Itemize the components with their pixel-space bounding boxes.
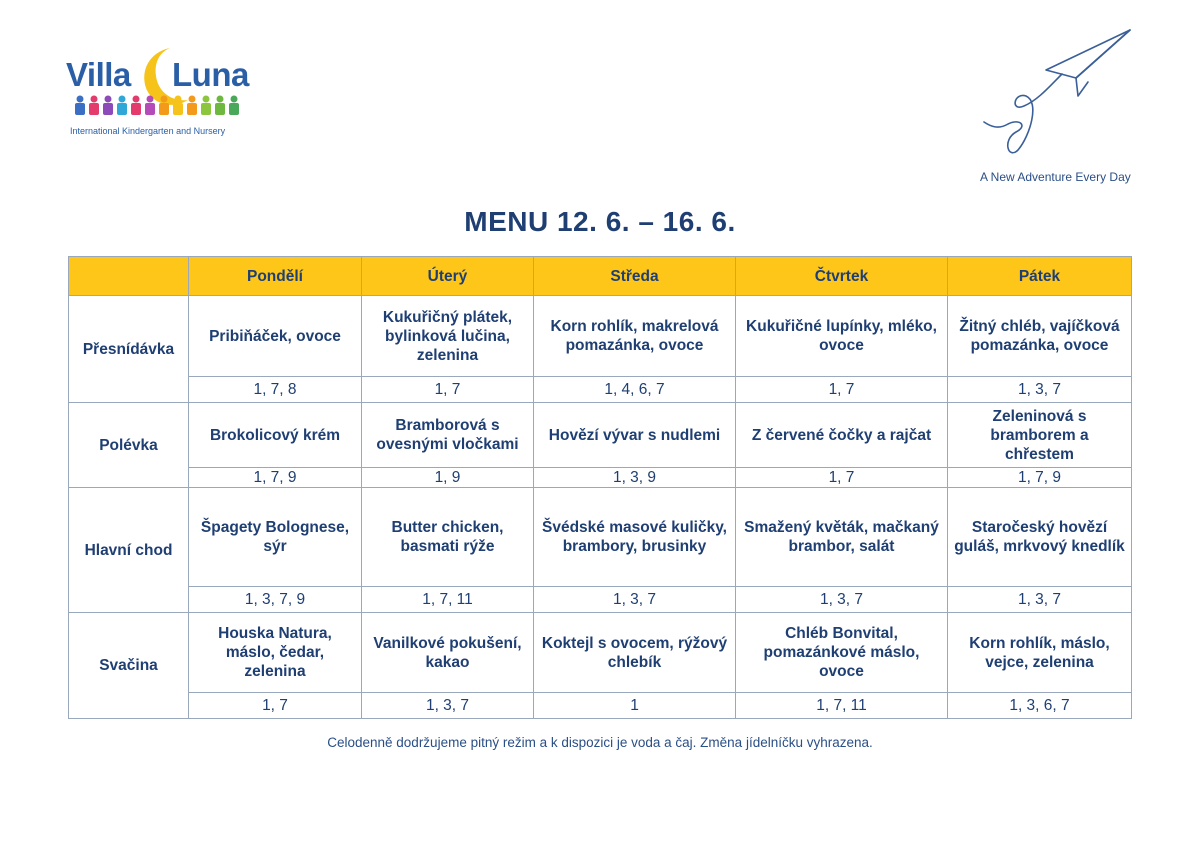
allergen-cell: 1, 7 bbox=[736, 377, 948, 403]
dish-cell: Pribiňáček, ovoce bbox=[189, 296, 362, 377]
allergen-row bbox=[69, 693, 1132, 719]
row-label: Přesnídávka bbox=[69, 296, 189, 403]
header-row bbox=[69, 257, 1132, 296]
logo-subtitle: International Kindergarten and Nursery bbox=[70, 126, 226, 136]
dish-cell: Houska Natura, máslo, čedar, zelenina bbox=[189, 613, 362, 693]
table-row bbox=[69, 403, 1132, 468]
header-cell-tuesday: Úterý bbox=[362, 257, 534, 296]
dish-cell: Špagety Bolognese, sýr bbox=[189, 488, 362, 587]
header-cell-empty bbox=[69, 257, 189, 296]
dish-cell: Chléb Bonvital, pomazánkové máslo, ovoce bbox=[736, 613, 948, 693]
villa-luna-logo bbox=[66, 42, 249, 142]
allergen-cell: 1, 7, 11 bbox=[362, 587, 534, 613]
table-row bbox=[69, 488, 1132, 587]
tagline: A New Adventure Every Day bbox=[980, 170, 1131, 184]
dish-cell: Hovězí vývar s nudlemi bbox=[534, 403, 736, 468]
dish-cell: Z červené čočky a rajčat bbox=[736, 403, 948, 468]
row-label: Svačina bbox=[69, 613, 189, 719]
allergen-cell: 1, 7, 9 bbox=[948, 468, 1132, 488]
allergen-cell: 1, 3, 7 bbox=[362, 693, 534, 719]
allergen-cell: 1, 7 bbox=[736, 468, 948, 488]
dish-cell: Zeleninová s bramborem a chřestem bbox=[948, 403, 1132, 468]
dish-cell: Švédské masové kuličky, brambory, brusinky bbox=[534, 488, 736, 587]
allergen-cell: 1, 7, 9 bbox=[189, 468, 362, 488]
table-row bbox=[69, 296, 1132, 377]
dish-cell: Koktejl s ovocem, rýžový chlebík bbox=[534, 613, 736, 693]
dish-cell: Žitný chléb, vajíčková pomazánka, ovoce bbox=[948, 296, 1132, 377]
children-icon bbox=[72, 94, 242, 116]
row-label: Polévka bbox=[69, 403, 189, 488]
dish-cell: Bramborová s ovesnými vločkami bbox=[362, 403, 534, 468]
header-cell-monday: Pondělí bbox=[189, 257, 362, 296]
allergen-cell: 1, 3, 7 bbox=[534, 587, 736, 613]
footer-note: Celodenně dodržujeme pitný režim a k dispozici je voda a čaj. Změna jídelníčku vyhrazena. bbox=[327, 735, 873, 750]
logo-luna: Luna bbox=[172, 56, 249, 93]
allergen-row bbox=[69, 587, 1132, 613]
allergen-row bbox=[69, 468, 1132, 488]
logo-villa: Villa bbox=[66, 56, 131, 93]
allergen-cell: 1, 3, 7, 9 bbox=[189, 587, 362, 613]
allergen-cell: 1, 7, 11 bbox=[736, 693, 948, 719]
allergen-cell: 1, 3, 7 bbox=[948, 587, 1132, 613]
header-cell-friday: Pátek bbox=[948, 257, 1132, 296]
allergen-cell: 1, 9 bbox=[362, 468, 534, 488]
allergen-row bbox=[69, 377, 1132, 403]
header-cell-thursday: Čtvrtek bbox=[736, 257, 948, 296]
allergen-cell: 1, 4, 6, 7 bbox=[534, 377, 736, 403]
header-cell-wednesday: Středa bbox=[534, 257, 736, 296]
dish-cell: Staročeský hovězí guláš, mrkvový knedlík bbox=[948, 488, 1132, 587]
dish-cell: Brokolicový krém bbox=[189, 403, 362, 468]
allergen-cell: 1, 3, 6, 7 bbox=[948, 693, 1132, 719]
table-row bbox=[69, 613, 1132, 693]
dish-cell: Kukuřičný plátek, bylinková lučina, zelenina bbox=[362, 296, 534, 377]
paper-plane-icon bbox=[980, 26, 1140, 166]
dish-cell: Smažený květák, mačkaný brambor, salát bbox=[736, 488, 948, 587]
menu-table bbox=[68, 256, 1132, 719]
dish-cell: Korn rohlík, máslo, vejce, zelenina bbox=[948, 613, 1132, 693]
dish-cell: Butter chicken, basmati rýže bbox=[362, 488, 534, 587]
row-label: Hlavní chod bbox=[69, 488, 189, 613]
dish-cell: Vanilkové pokušení, kakao bbox=[362, 613, 534, 693]
allergen-cell: 1 bbox=[534, 693, 736, 719]
allergen-cell: 1, 7 bbox=[362, 377, 534, 403]
allergen-cell: 1, 3, 9 bbox=[534, 468, 736, 488]
allergen-cell: 1, 3, 7 bbox=[736, 587, 948, 613]
allergen-cell: 1, 7, 8 bbox=[189, 377, 362, 403]
allergen-cell: 1, 3, 7 bbox=[948, 377, 1132, 403]
page-title: MENU 12. 6. – 16. 6. bbox=[464, 206, 736, 237]
allergen-cell: 1, 7 bbox=[189, 693, 362, 719]
dish-cell: Korn rohlík, makrelová pomazánka, ovoce bbox=[534, 296, 736, 377]
dish-cell: Kukuřičné lupínky, mléko, ovoce bbox=[736, 296, 948, 377]
